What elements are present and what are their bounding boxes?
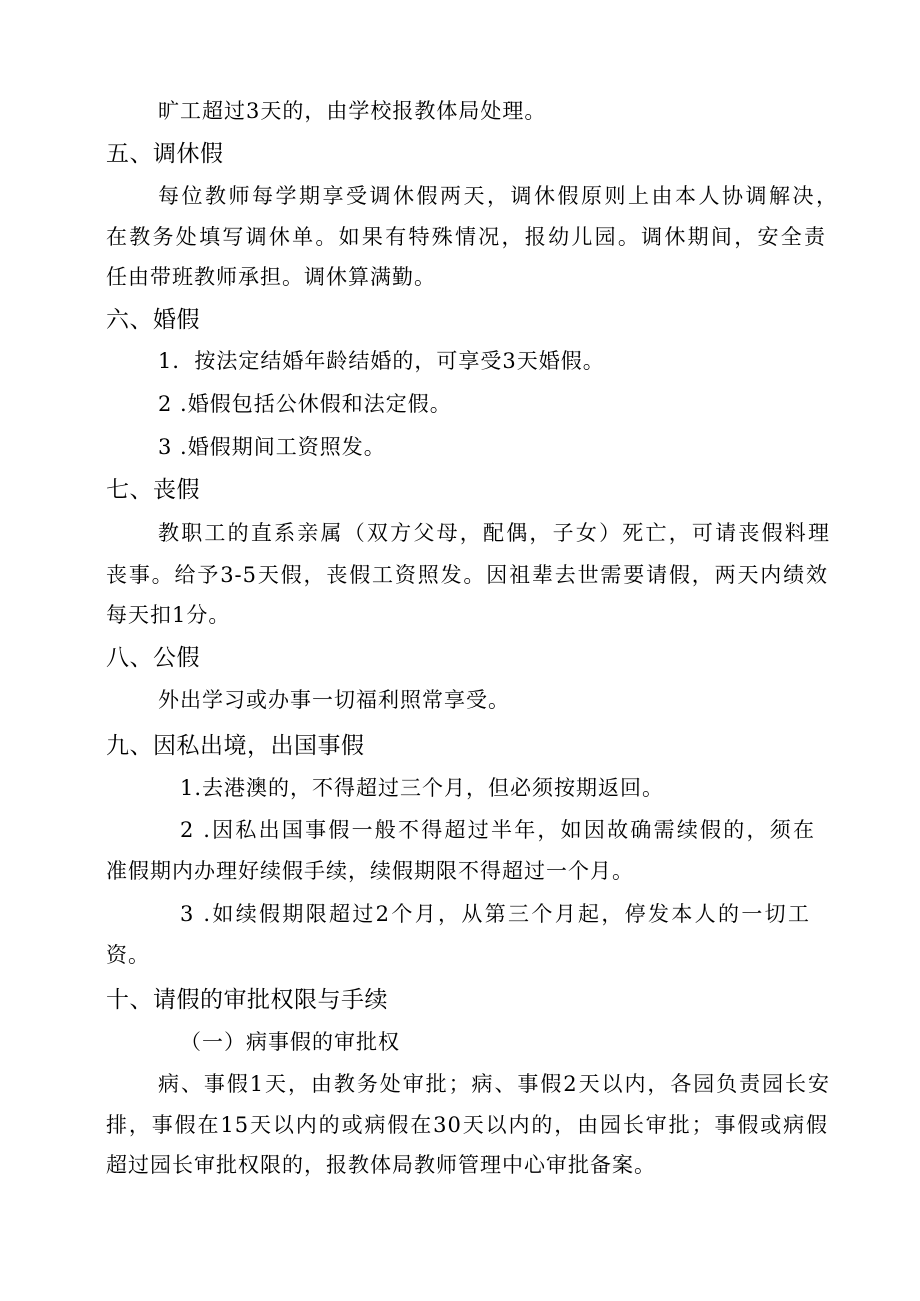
section-5-line-2: 在教务处填写调休单。如果有特殊情况，报幼儿园。调休期间，安全责 bbox=[106, 225, 826, 249]
heading-section-5: 五、调休假 bbox=[106, 141, 224, 167]
section-9-item-3-line-1: 3 .如续假期限超过2个月，从第三个月起，停发本人的一切工 bbox=[180, 902, 810, 926]
section-9-item-1: 1.去港澳的，不得超过三个月，但必须按期返回。 bbox=[180, 776, 665, 800]
section-6-item-1: 1．按法定结婚年龄结婚的，可享受3天婚假。 bbox=[158, 349, 605, 373]
section-8-line-1: 外出学习或办事一切福利照常享受。 bbox=[158, 688, 510, 712]
section-5-line-1: 每位教师每学期享受调休假两天，调休假原则上由本人协调解决， bbox=[158, 184, 838, 208]
section-10-line-2: 排，事假在15天以内的或病假在30天以内的，由园长审批；事假或病假 bbox=[106, 1113, 828, 1137]
section-5-line-3: 任由带班教师承担。调休算满勤。 bbox=[106, 265, 436, 289]
section-9-item-2-line-2: 准假期内办理好续假手续，续假期限不得超过一个月。 bbox=[106, 859, 634, 883]
section-6-item-2: 2 .婚假包括公休假和法定假。 bbox=[158, 392, 452, 416]
section-7-line-1: 教职工的直系亲属（双方父母，配偶，子女）死亡，可请丧假料理 bbox=[158, 521, 830, 545]
heading-section-10: 十、请假的审批权限与手续 bbox=[106, 987, 388, 1013]
heading-section-7: 七、丧假 bbox=[106, 477, 200, 503]
heading-section-9: 九、因私出境，出国事假 bbox=[106, 733, 365, 759]
paragraph-absence-tail: 旷工超过3天的，由学校报教体局处理。 bbox=[158, 99, 547, 123]
heading-section-8: 八、公假 bbox=[106, 645, 200, 671]
section-10-line-1: 病、事假1天，由教务处审批；病、事假2天以内，各园负责园长安 bbox=[158, 1072, 830, 1096]
section-6-item-3: 3 .婚假期间工资照发。 bbox=[158, 435, 386, 459]
section-9-item-3-line-2: 资。 bbox=[106, 943, 150, 967]
section-10-line-3: 超过园长审批权限的，报教体局教师管理中心审批备案。 bbox=[106, 1153, 656, 1177]
section-9-item-2-line-1: 2 .因私出国事假一般不得超过半年，如因故确需续假的，须在 bbox=[180, 818, 815, 842]
section-7-line-2: 丧事。给予3-5天假，丧假工资照发。因祖辈去世需要请假，两天内绩效 bbox=[106, 563, 828, 587]
section-10-subheading: （一）病事假的审批权 bbox=[180, 1030, 400, 1054]
section-7-line-3: 每天扣1分。 bbox=[106, 603, 231, 627]
heading-section-6: 六、婚假 bbox=[106, 307, 200, 333]
